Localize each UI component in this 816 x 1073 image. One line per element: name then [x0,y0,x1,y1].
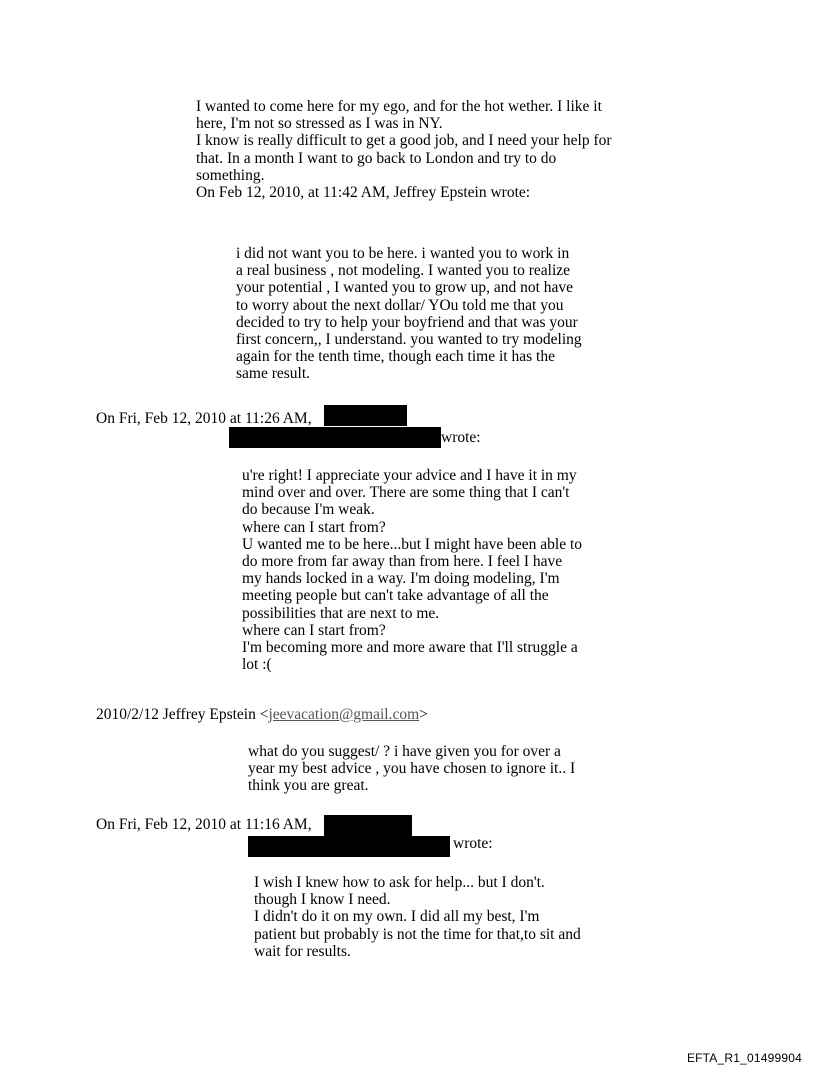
header-prefix: On Fri, Feb 12, 2010 at 11:26 AM, [96,410,312,427]
text-line: though I know I need. [254,891,391,909]
text-line: decided to try to help your boyfriend and that was your [236,313,578,331]
text-line: same result. [236,365,311,383]
redaction-bar [248,836,450,857]
quoted-message-4 [254,874,581,960]
quoted-message-2 [242,467,582,673]
text-line: a real business , not modeling. I wanted you to realize [236,262,571,280]
text-line: I didn't do it on my own. I did all my best, I'm [254,908,540,926]
text-line: lot :( [242,656,272,674]
header-suffix: wrote: [441,429,481,446]
redaction-bar [324,815,412,836]
text-line: i did not want you to be here. i wanted you to work in [236,245,570,262]
text-line: my hands locked in a way. I'm doing modeling, I'm [242,570,560,588]
reply-header-3-suffix [453,835,493,852]
text-line: again for the tenth time, though each time it has the [236,348,555,366]
reply-header-1-suffix [441,429,481,446]
document-id: EFTA_R1_01499904 [686,1051,802,1065]
text-line: do because I'm weak. [242,501,375,519]
text-line: your potential , I wanted you to grow up, and not have [236,279,574,297]
text-line: think you are great. [248,777,369,795]
quoted-message-3 [248,743,575,795]
text-line: I wish I knew how to ask for help... but I don't. [254,874,545,891]
text-line: where can I start from? [242,621,386,639]
reply-header-2 [96,706,428,723]
header-line [96,706,428,723]
text-line: I know is really difficult to get a good job, and I need your help for [196,132,612,150]
header-suffix: > [419,706,428,723]
text-line: where can I start from? [242,518,386,536]
text-line: I'm becoming more and more aware that I'll struggle a [242,639,578,657]
text-line: I wanted to come here for my ego, and for the hot wether. I like it [196,98,602,115]
reply-header-1 [96,410,312,427]
text-line: here, I'm not so stressed as I was in NY. [196,115,443,133]
redaction-bar [229,427,441,448]
text-line: On Feb 12, 2010, at 11:42 AM, Jeffrey Epstein wrote: [196,184,531,202]
header-prefix: 2010/2/12 Jeffrey Epstein < [96,706,269,723]
header-prefix: On Fri, Feb 12, 2010 at 11:16 AM, [96,816,312,833]
text-line: meeting people but can't take advantage of all the [242,587,549,605]
text-line: to worry about the next dollar/ YOu told me that you [236,296,564,314]
text-line: first concern,, I understand. you wanted to try modeling [236,331,582,349]
text-line: year my best advice , you have chosen to ignore it.. I [248,760,576,778]
text-line: what do you suggest/ ? i have given you for over a [248,743,561,760]
text-line: that. In a month I want to go back to London and try to do [196,149,557,167]
text-line: something. [196,166,265,184]
email-link[interactable]: jeevacation@gmail.com [268,706,420,723]
header-suffix: wrote: [453,835,493,852]
text-line: patient but probably is not the time for that,to sit and [254,925,581,943]
text-line: wait for results. [254,942,351,960]
text-line: u're right! I appreciate your advice and I have it in my [242,467,577,484]
message-paragraph-1 [196,98,612,201]
text-line: do more from far away than from here. I feel I have [242,553,563,571]
text-line: mind over and over. There are some thing that I can't [242,484,570,502]
quoted-message-1 [236,245,582,383]
text-line: U wanted me to be here...but I might have been able to [242,535,583,553]
text-line: possibilities that are next to me. [242,604,440,622]
reply-header-3 [96,816,312,833]
redaction-bar [324,405,407,426]
